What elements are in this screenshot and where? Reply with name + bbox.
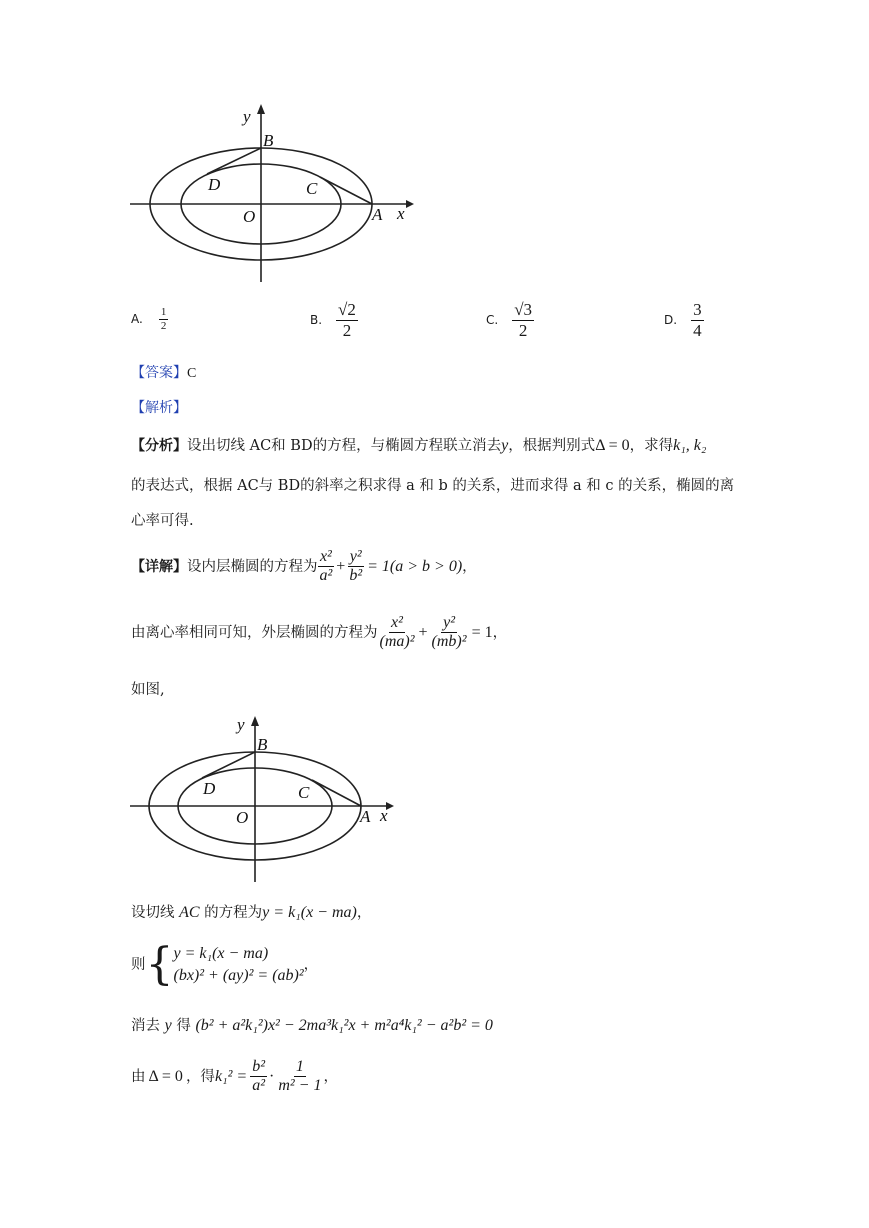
label-y-2: y — [237, 715, 245, 734]
option-c-fraction: $\frac{√3}{2}$ — [514, 300, 533, 340]
label-y: y — [243, 107, 251, 126]
label-d-2: D — [203, 779, 216, 798]
step-4: 由 Δ = 0 ，得 k₁² = $\frac{\text{b²}}{\text{a²}}$ · $\frac{1}{\text{m² − 1}}$ ， — [131, 1058, 338, 1095]
frac-one-m2: $\frac{1}{\text{m² − 1}}$ — [278, 1058, 322, 1095]
label-a-2: A — [360, 807, 371, 826]
tangent-bd — [207, 148, 261, 174]
answer-line — [131, 362, 196, 382]
label-b: B — [263, 131, 274, 150]
option-a-letter: A. — [131, 312, 143, 327]
x-arrow-icon — [406, 200, 414, 208]
step-1: 设切线 AC 的方程为y = k₁(x − ma)， — [131, 904, 372, 921]
brace-icon: { — [145, 939, 174, 990]
frac-x-a: $\frac{\text{x²}}{\text{a²}}$ — [319, 548, 333, 585]
detail-line-2: 由离心率相同可知，外层椭圆的方程为 $\frac{\text{x²}}{\text{(ma)²}}$ + $\frac{\text{y²}}{\text{(mb)²}}$ = 1 ， — [131, 614, 508, 651]
step-3: 消去 y 得 (b² + a²k₁²)x² − 2ma³k₁²x + m²a⁴k₁² − a²b² = 0 — [131, 1017, 493, 1034]
option-d[interactable] — [664, 300, 704, 340]
step-2: 则 { y = k₁(x − ma) (bx)² + (ay)² = (ab)² ， — [131, 939, 319, 990]
label-a: A — [372, 205, 383, 224]
analysis-line-2: 的表达式，根据 AC与 BD的斜率之积求得 a 和 b 的关系，进而求得 a 和 c 的关系，椭圆的离 — [131, 478, 735, 494]
detail-tag: 【详解】 — [131, 558, 187, 575]
frac-x-ma: $\frac{\text{x²}}{\text{(ma)²}}$ — [379, 614, 415, 651]
frac-y-b: $\frac{\text{y²}}{\text{b²}}$ — [349, 548, 363, 585]
tangent-bd-2 — [202, 752, 255, 778]
analysis-tag: 【解析】 — [131, 400, 187, 416]
option-b[interactable] — [310, 300, 358, 340]
label-d: D — [208, 175, 221, 194]
option-c-letter: C. — [486, 313, 499, 328]
frac-y-mb: $\frac{\text{y²}}{\text{(mb)²}}$ — [431, 614, 467, 651]
tangent-ac — [320, 177, 372, 204]
label-o-2: O — [236, 808, 249, 827]
label-o: O — [243, 207, 256, 226]
y-arrow-icon-2 — [251, 716, 259, 726]
option-a-fraction: $\frac{1}{2}$ — [160, 306, 167, 332]
answer-value: C — [187, 366, 197, 381]
frac-b2-a2: $\frac{\text{b²}}{\text{a²}}$ — [252, 1058, 265, 1095]
label-x: x — [397, 204, 405, 223]
detail-line-3: 如图, — [131, 682, 165, 698]
equation-system: y = k₁(x − ma) (bx)² + (ay)² = (ab)² — [173, 945, 304, 984]
ellipse-figure-bottom — [130, 712, 400, 887]
ellipse-figure-top — [130, 100, 420, 290]
option-b-letter: B. — [310, 313, 323, 328]
label-c: C — [306, 179, 318, 198]
analysis-sub-tag: 【分析】 — [131, 438, 187, 454]
option-b-fraction: $\frac{√2}{2}$ — [338, 300, 356, 340]
label-b-2: B — [257, 735, 268, 754]
label-x-2: x — [380, 806, 388, 825]
y-arrow-icon — [257, 104, 265, 114]
option-c[interactable] — [486, 300, 534, 340]
label-c-2: C — [298, 783, 310, 802]
analysis-line-1: 【分析】设出切线 AC和 BD的方程，与椭圆方程联立消去y，根据判别式Δ = 0，求得k₁, k₂ — [131, 437, 707, 454]
analysis-line-3: 心率可得. — [131, 513, 194, 529]
tangent-ac-2 — [312, 780, 361, 806]
answer-tag: 【答案】 — [131, 365, 187, 381]
option-a[interactable] — [131, 306, 168, 332]
detail-line-1: 【详解】 设内层椭圆的方程为 $\frac{\text{x²}}{\text{a²}}$ + $\frac{\text{y²}}{\text{b²}}$ = 1(a > b > 0) ， — [131, 548, 477, 585]
option-d-fraction: $\frac{3}{4}$ — [693, 300, 702, 340]
option-d-letter: D. — [664, 313, 678, 328]
